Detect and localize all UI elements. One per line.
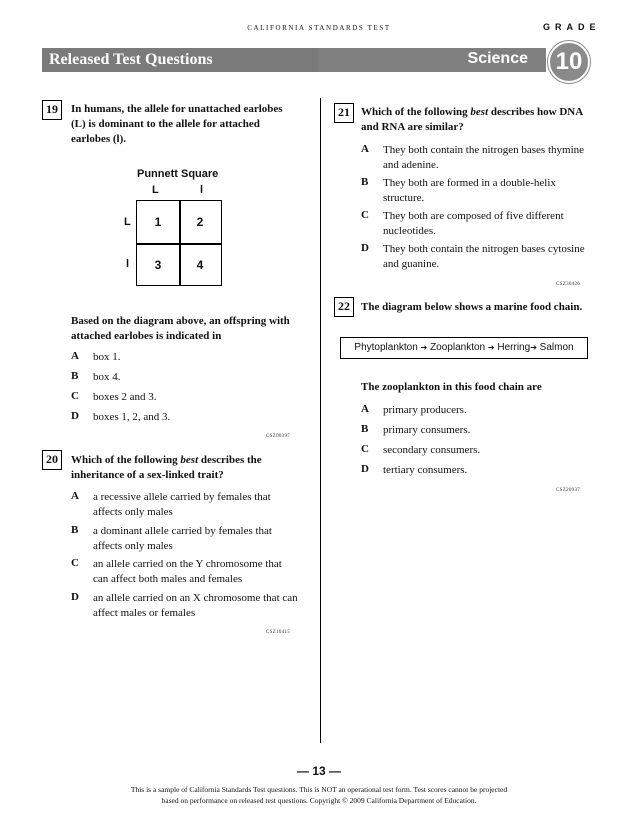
option-text[interactable]: [383, 176, 556, 206]
food-chain-organism: Zooplankton: [430, 342, 486, 353]
arrow-right-icon: ➔: [420, 343, 428, 352]
option-line: affects only males: [93, 540, 173, 552]
header-banner: [42, 48, 546, 72]
stem-emphasis: best: [180, 454, 199, 466]
option-letter: B: [71, 370, 79, 382]
question-number-22: 22: [334, 297, 354, 317]
stem-text: describes the: [198, 454, 262, 466]
item-code: CSZ20937: [556, 488, 581, 493]
punnett-cell: 1: [154, 215, 162, 229]
option-line: affects only males: [93, 506, 173, 518]
option-text[interactable]: primary producers.: [383, 404, 467, 416]
disclaimer-line: based on performance on released test questions. Copyright © 2009 California Department of Education.: [161, 796, 477, 805]
option-text[interactable]: [93, 557, 282, 587]
question-19-prompt: [71, 314, 290, 344]
option-line: an allele carried on the Y chromosome that: [93, 558, 282, 570]
option-letter: D: [71, 591, 79, 603]
question-21-stem: [361, 105, 583, 135]
stem-text: describes how DNA: [488, 106, 584, 118]
question-19-stem-line: (L) is dominant to the allele for attached: [71, 118, 260, 130]
item-code: CSZ00397: [266, 434, 291, 439]
question-22-stem: The diagram below shows a marine food chain.: [361, 301, 583, 313]
option-letter: A: [361, 143, 369, 155]
question-number-19: 19: [42, 100, 62, 120]
option-line: affect males or females: [93, 607, 196, 619]
option-line: an allele carried on an X chromosome that can: [93, 592, 298, 604]
option-letter: C: [71, 557, 79, 569]
grade-number: 10: [555, 48, 583, 75]
option-letter: B: [71, 524, 79, 536]
option-line: They both are formed in a double-helix: [383, 177, 556, 189]
disclaimer-line: This is a sample of California Standards Test questions. This is NOT an operational test form. Test scores cannot be projected: [130, 785, 508, 794]
food-chain-diagram: [340, 337, 588, 359]
option-line: They both contain the nitrogen bases thymine: [383, 144, 585, 156]
option-line: nucleotides.: [383, 225, 436, 237]
option-text[interactable]: tertiary consumers.: [383, 464, 468, 476]
option-text[interactable]: [93, 490, 271, 520]
option-text[interactable]: [383, 242, 585, 272]
arrow-right-icon: ➔: [530, 343, 537, 352]
punnett-col-header: l: [200, 184, 204, 196]
question-21-stem-line: and RNA are similar?: [361, 121, 464, 133]
option-text[interactable]: secondary consumers.: [383, 444, 481, 456]
option-line: and adenine.: [383, 159, 439, 171]
punnett-cell: 4: [196, 258, 204, 272]
stem-text: Which of the following: [71, 454, 181, 466]
subject-label: Science: [467, 50, 528, 67]
punnett-square: [136, 200, 222, 286]
option-line: and guanine.: [383, 258, 440, 270]
option-line: a dominant allele carried by females that: [93, 525, 272, 537]
punnett-row-header: l: [126, 258, 130, 270]
food-chain-organism: Salmon: [539, 342, 574, 353]
option-letter: C: [361, 209, 369, 221]
question-21-stem-line: [361, 105, 583, 120]
option-letter: C: [71, 390, 79, 402]
question-20-stem: [71, 453, 262, 483]
option-letter: C: [361, 443, 369, 455]
food-chain-organism: Phytoplankton: [354, 342, 418, 353]
punnett-title: Punnett Square: [137, 168, 219, 180]
option-text[interactable]: [93, 591, 298, 621]
question-19-stem-line: In humans, the allele for unattached earlobes: [71, 103, 283, 115]
option-text[interactable]: box 1.: [93, 351, 121, 363]
option-text[interactable]: boxes 2 and 3.: [93, 391, 157, 403]
option-text[interactable]: box 4.: [93, 371, 121, 383]
arrow-right-icon: ➔: [487, 343, 495, 352]
item-code: CSZ10415: [266, 630, 291, 635]
question-22-prompt: The zooplankton in this food chain are: [361, 381, 542, 393]
option-letter: D: [361, 242, 369, 254]
stem-emphasis: best: [470, 106, 489, 118]
question-19-prompt-line: Based on the diagram above, an offspring with: [71, 315, 290, 327]
stem-text: Which of the following: [361, 106, 471, 118]
option-text[interactable]: [93, 524, 272, 554]
option-line: They both contain the nitrogen bases cytosine: [383, 243, 585, 255]
option-letter: A: [71, 350, 79, 362]
question-20-stem-line: [71, 453, 262, 468]
punnett-cell: 2: [196, 215, 204, 229]
page-number: — 13 —: [296, 764, 341, 778]
banner-left-panel: [42, 48, 318, 72]
question-20-stem-line: inheritance of a sex-linked trait?: [71, 469, 224, 481]
option-letter: D: [71, 410, 79, 422]
option-text[interactable]: [383, 143, 584, 173]
option-text[interactable]: boxes 1, 2, and 3.: [93, 411, 171, 423]
question-19-stem-line: earlobes (l).: [71, 133, 126, 145]
option-line: a recessive allele carried by females that: [93, 491, 271, 503]
question-19-prompt-line: attached earlobes is indicated in: [71, 330, 222, 342]
option-letter: B: [361, 423, 369, 435]
punnett-divider: [137, 243, 221, 245]
test-name: CALIFORNIA STANDARDS TEST: [247, 24, 391, 32]
option-line: They both are composed of five different: [383, 210, 564, 222]
option-line: structure.: [383, 192, 425, 204]
item-code: CSZ30426: [556, 282, 581, 287]
footer-disclaimer: [90, 784, 548, 806]
option-line: can affect both males and females: [93, 573, 243, 585]
option-letter: A: [361, 403, 369, 415]
punnett-row-header: L: [124, 216, 131, 228]
question-number-20: 20: [42, 450, 62, 470]
option-letter: A: [71, 490, 79, 502]
question-19-stem: [71, 102, 283, 147]
banner-title: Released Test Questions: [49, 51, 213, 68]
question-number-21: 21: [334, 103, 354, 123]
punnett-cell: 3: [154, 258, 162, 272]
grade-badge: [548, 41, 590, 83]
option-letter: B: [361, 176, 369, 188]
food-chain-organism: Herring: [497, 342, 531, 353]
grade-label: GRADE: [543, 22, 601, 32]
option-text[interactable]: primary consumers.: [383, 424, 471, 436]
option-text[interactable]: [383, 209, 564, 239]
column-divider: [320, 98, 321, 743]
option-letter: D: [361, 463, 369, 475]
punnett-col-header: L: [152, 184, 159, 196]
